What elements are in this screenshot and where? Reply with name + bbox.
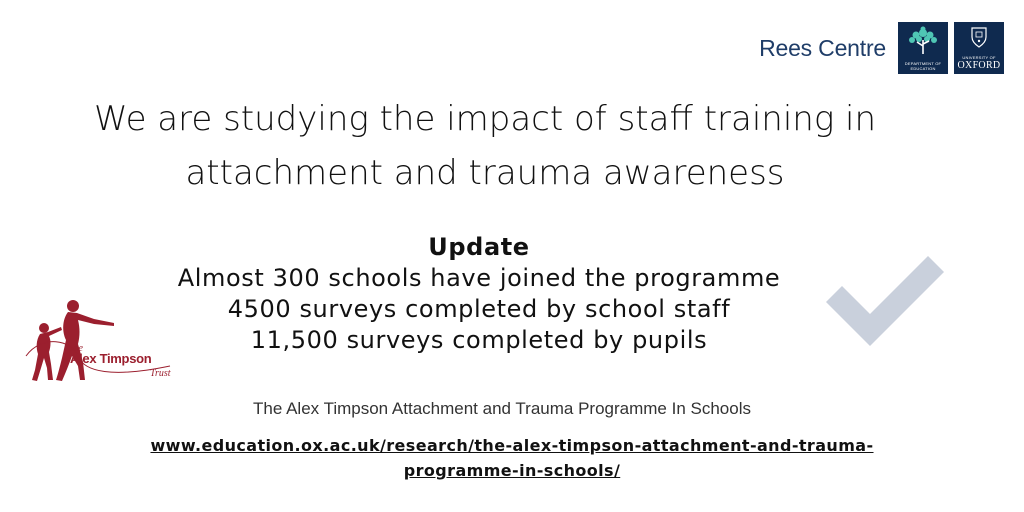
programme-name: The Alex Timpson Attachment and Trauma Programme In Schools (253, 399, 751, 418)
update-line-staff-surveys: 4500 surveys completed by school staff (227, 295, 731, 323)
university-of-oxford-logo (954, 22, 1004, 74)
headline (0, 92, 970, 200)
checkmark-icon (822, 252, 948, 352)
headline-line2: attachment and trauma awareness (185, 153, 785, 193)
url-line1: www.education.ox.ac.uk/research/the-alex-timpson-attachment-and-trauma- (150, 436, 874, 455)
trust-text-the: The (68, 343, 83, 354)
programme-url-link[interactable] (0, 433, 1024, 483)
tree-icon (906, 26, 940, 56)
department-label-line2: EDUCATION (910, 66, 936, 71)
url-line2: programme-in-schools/ (403, 461, 621, 480)
department-of-education-logo (898, 22, 948, 74)
oxford-label-line1: UNIVERSITY OF (962, 55, 996, 60)
trust-text-name: Alex Timpson (70, 351, 152, 366)
headline-line1: We are studying the impact of staff training in (93, 99, 877, 139)
rees-centre-logo-text: Rees Centre (759, 34, 886, 61)
oxford-label-line2: OXFORD (957, 60, 1001, 71)
department-label-line1: DEPARTMENT OF (904, 61, 942, 66)
logo-area (759, 20, 1004, 76)
update-line-schools: Almost 300 schools have joined the programme (177, 264, 781, 292)
trust-text-trust: Trust (150, 368, 171, 379)
update-title: Update (428, 233, 530, 261)
crest-icon (970, 26, 988, 48)
update-line-pupil-surveys: 11,500 surveys completed by pupils (250, 326, 708, 354)
